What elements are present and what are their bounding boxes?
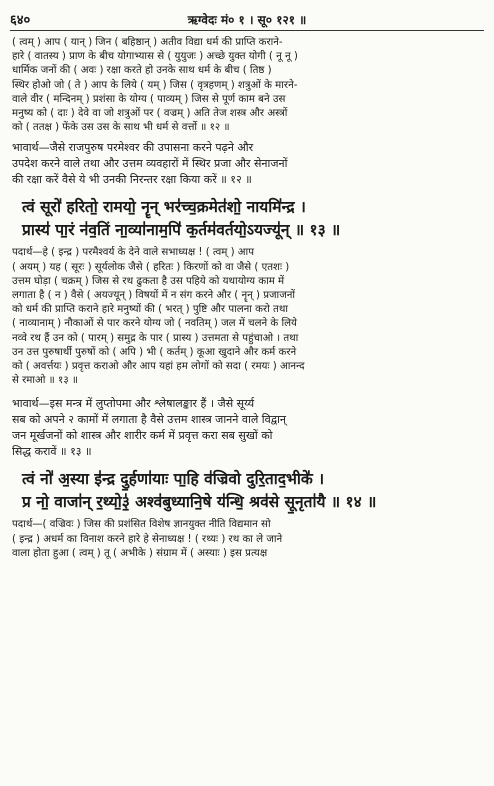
text-line: मनुष्य को ( दाः ) देवे वा जो शत्रुओं पर ( वज्रम् ) अति तेज शस्त्र और अस्त्रों [12,108,288,120]
text-line: सब को अपने २ कामों में लगाता है वैसे उत्तम शास्त्र जानने वाले विद्वान् [12,413,287,427]
text-line: स्थिर होओ जो ( ते ) आप के लिये ( यम् ) जिस ( वृत्रहणम् ) शत्रुओं के मारने- [12,79,298,91]
running-head: ऋग्वेदः मं० १ । सू० १२१ ॥ [187,12,307,27]
page-content [12,36,482,563]
mantra-line: त्वं सूरो॑ हरितो॒ रामयो॒ नॄन् भर॑च्च॒क्रमेत॑शो॒ नायमि॑न्द्र । [22,197,306,217]
text-line: ( नाव्यानाम् ) नौकाओं से पार करने योग्य जो ( नवतिम् ) जल में चलने के लिये [12,318,297,330]
bhavarth-12 [12,140,482,188]
text-line: भावार्थ—इस मन्त्र में लुप्तोपमा और श्लेषालङ्कार हैं । जैसे सूर्य्य [12,397,255,411]
text-line: को ( ततक्ष ) फेंके उस उस के साथ भी धर्म से वर्त्तो ॥ १२ ॥ [12,122,230,134]
page-header [10,8,484,31]
text-line: पदार्थ—( वज्रिवः ) जिस की प्रशंसित विशेष ज्ञानयुक्त नीति विद्यमान सो [12,519,271,531]
text-line: ( अयम् ) यह ( सूरः ) सूर्यलोक जैसे ( हरितः ) किरणों को वा जैसे ( एतशः ) [12,261,290,273]
text-line: नव्वे रथ हैं उन को ( पारम् ) समुद्र के पार ( प्रास्य ) उत्तमता से पहुंचाओ । तथा [12,332,299,344]
mantra-14 [22,467,482,513]
mantra-13 [22,195,482,241]
text-line: हारे ( वातस्य ) प्राण के बीच योगाभ्यास से ( युयुजः ) अच्छे युक्त योगी ( नू नू ) [12,51,298,63]
text-line: धार्मिक जनों की ( अवः ) रक्षा करते हो उनके साथ धर्म के बीच ( तिष्ठ ) [12,65,272,77]
mantra-line: प्र नो॒ वाजा॑न् र॒थ्यो॒३॒॑ अश्व॑बुध्यानि॒षे य॑न्धि॒ श्रव॑से सू॒नृता॑यै ॥ १४ ॥ [22,492,377,512]
text-line: वाले वीर ( मन्दिनम् ) प्रशंसा के योग्य ( पाव्यम् ) जिस से पूर्ण काम बने उस [12,93,286,105]
text-line: को धर्म की प्राप्ति कराने हारे मनुष्यों की ( भरत् ) पुष्टि और पालना करो तथा [12,304,289,316]
text-line: ( इन्द्र ) अधर्म का विनाश करने हारे हे सेनाध्यक्ष ! ( रथ्यः ) रथ का ले जाने [12,533,283,545]
mantra-line: त्वं नो॑ अ॒स्या इ॑न्द्र दु॒र्हणा॑याः पा॒हि व॑ज्रिवो दुरि॒ताद॒भीके॑ । [22,469,325,489]
text-line: उत्तम घोड़ा ( चक्रम् ) जिस से रथ ढुकता है उस पहिये को यथायोग्य काम में [12,275,285,287]
text-line: भावार्थ—जैसे राजपुरुष परमेश्वर की उपासना करने पढ़ने और [12,141,254,155]
text-line: पदार्थ—हे ( इन्द्र ) परमैश्वर्य के देने वाले सभाध्यक्ष ! ( त्वम् ) आप [12,247,255,259]
text-line: उन उत्त पुरुषार्थी पुरुषों को ( अपि ) भी ( कर्तम् ) कूआ खुदाने और कर्म करने [12,346,297,358]
text-line: की रक्षा करें वैसे ये भी उनकी निरन्तर रक्षा किया करें ॥ १२ ॥ [12,173,252,187]
text-line: सिद्ध करावें ॥ १३ ॥ [12,445,92,459]
mantra-line: प्रास्य॑ पा॒रं न॑व॒तिं ना॒व्या॑नाम॒पि॑ क॒र्तम॑वर्तयो॒ऽयज्यू॑न् ॥ १३ ॥ [22,220,341,240]
text-line: वाला होता हुआ ( त्वम् ) तू ( अभीके ) संग्राम में ( अस्याः ) इस प्रत्यक्ष [12,547,268,559]
padarth-continued [12,36,482,135]
text-line: जन मूर्खजनों को शास्त्र और शारीर कर्म में प्रवृत्त करा सब सुखों को [12,429,273,443]
text-line: ( त्वम् ) आप ( यान् ) जिन ( बहिष्ठान् ) अतीव विद्या धर्म की प्राप्ति कराने- [12,37,283,48]
bhavarth-13 [12,396,482,460]
text-line: को ( अवर्त्तयः ) प्रवृत्त कराओ और आप यहां हम लोगों को सदा ( रमयः ) आनन्द [12,361,305,373]
padarth-14 [12,518,482,561]
text-line: से रमाओ ॥ १३ ॥ [12,375,78,387]
text-line: लगाता है ( न ) वैसे ( अयज्यून् ) विषयों में न संग करने और ( नॄन् ) प्रजाजनों [12,290,296,302]
text-line: उपदेश करने वाले तथा और उत्तम व्यवहारों में स्थिर प्रजा और सेनाजनों [12,157,288,171]
page-number: ६४० [10,13,31,28]
padarth-13 [12,246,482,388]
